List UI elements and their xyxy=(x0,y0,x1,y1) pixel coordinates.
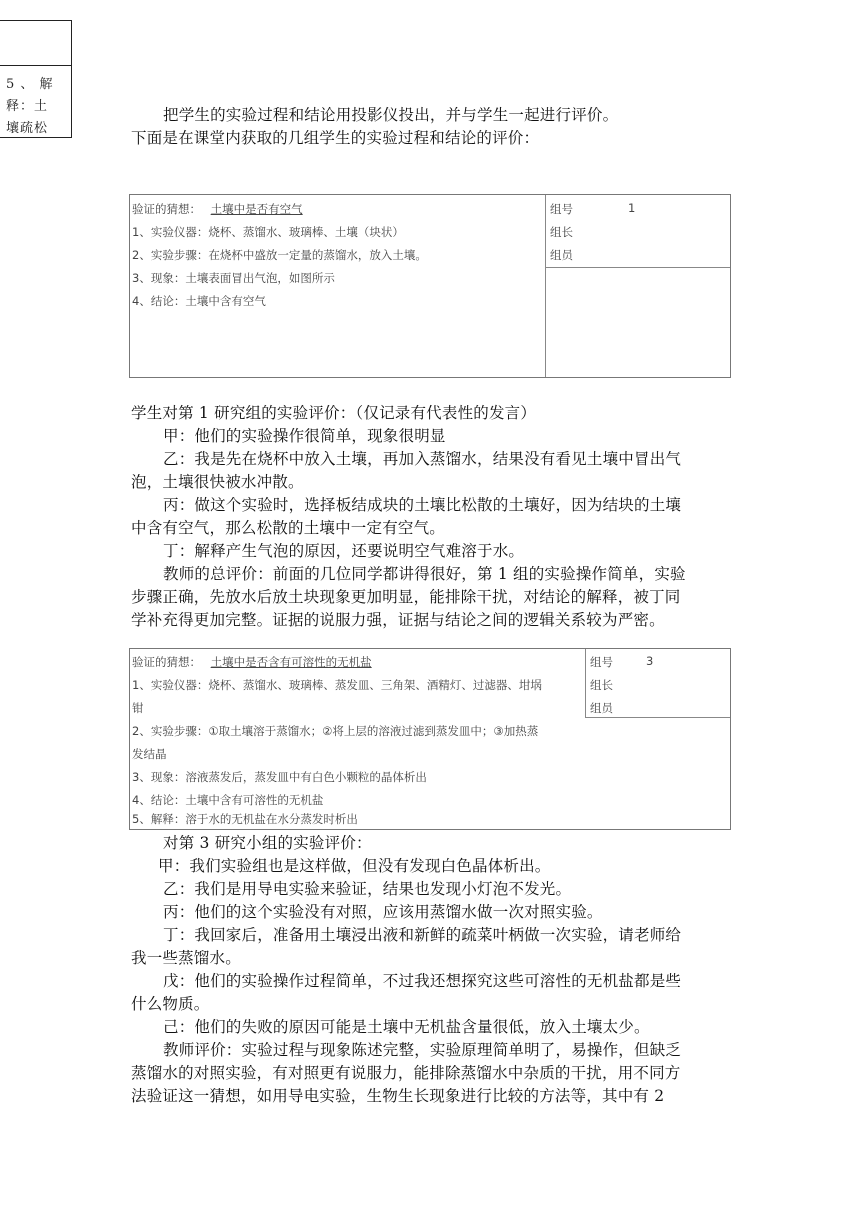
eval3-student-e-line2: 什么物质。 xyxy=(131,995,210,1013)
group-members-label: 组员 xyxy=(550,248,573,262)
margin-note-line-2: 释：土 xyxy=(6,99,49,114)
margin-note-line-3: 壤疏松 xyxy=(6,121,49,136)
eval1-teacher-line1: 教师的总评价：前面的几位同学都讲得很好，第 1 组的实验操作简单，实验 xyxy=(163,565,686,583)
table-column-divider xyxy=(585,649,586,717)
table-column-divider xyxy=(545,195,546,377)
eval1-student-b-line1: 乙：我是先在烧杯中放入土壤，再加入蒸馏水，结果没有看见土壤中冒出气 xyxy=(163,450,682,468)
conclusion-row: 4、结论：土壤中含有空气 xyxy=(132,294,266,308)
conclusion-row: 4、结论：土壤中含有可溶性的无机盐 xyxy=(132,793,324,807)
margin-note-line-1: 5 、 解 xyxy=(6,77,54,92)
table-cell-divider xyxy=(585,717,730,718)
eval3-student-d-line1: 丁：我回家后，准备用土壤浸出液和新鲜的疏菜叶柄做一次实验，请老师给 xyxy=(163,926,682,944)
phenomenon-row: 3、现象：土壤表面冒出气泡，如图所示 xyxy=(132,271,335,285)
group-leader-label: 组长 xyxy=(550,225,573,239)
steps-row-line2: 发结晶 xyxy=(132,747,167,761)
group-members-label: 组员 xyxy=(590,701,613,715)
experiment-table-group-3 xyxy=(129,648,731,830)
eval3-student-e-line1: 戊：他们的实验操作过程简单，不过我还想探究这些可溶性的无机盐都是些 xyxy=(163,972,682,990)
eval1-student-c-line1: 丙：做这个实验时，选择板结成块的土壤比松散的土壤好，因为结块的土壤 xyxy=(163,496,682,514)
instruments-row: 1、实验仪器：烧杯、蒸馏水、玻璃棒、土壤（块状） xyxy=(132,225,404,239)
eval3-student-f: 己：他们的失败的原因可能是土壤中无机盐含量很低，放入土壤太少。 xyxy=(163,1018,650,1036)
eval3-student-d-line2: 我一些蒸馏水。 xyxy=(131,949,241,967)
eval3-student-b: 乙：我们是用导电实验来验证，结果也发现小灯泡不发光。 xyxy=(163,880,572,898)
phenomenon-row: 3、现象：溶液蒸发后，蒸发皿中有白色小颗粒的晶体析出 xyxy=(132,770,427,784)
table-cell-divider xyxy=(545,267,730,268)
hypothesis-value: 土壤中是否含有可溶性的无机盐 xyxy=(210,655,372,669)
eval3-teacher-line2: 蒸馏水的对照实验，有对照更有说服力，能排除蒸馏水中杂质的干扰，用不同方 xyxy=(131,1064,681,1082)
instruments-row-line2: 钳 xyxy=(132,701,144,715)
eval1-student-b-line2: 泡，土壤很快被水冲散。 xyxy=(131,473,304,491)
hypothesis-row xyxy=(132,654,372,670)
eval3-title: 对第 3 研究小组的实验评价： xyxy=(163,834,372,852)
group-number-value: 1 xyxy=(628,201,636,215)
margin-note-divider xyxy=(0,65,71,66)
instruments-row-line1: 1、实验仪器：烧杯、蒸馏水、玻璃棒、蒸发皿、三角架、酒精灯、过滤器、坩埚 xyxy=(132,678,542,692)
margin-note-box xyxy=(0,20,72,138)
eval3-student-c: 丙：他们的这个实验没有对照，应该用蒸馏水做一次对照实验。 xyxy=(163,903,603,921)
hypothesis-label: 验证的猜想： xyxy=(132,202,201,216)
eval1-teacher-line3: 学补充得更加完整。证据的说服力强，证据与结论之间的逻辑关系较为严密。 xyxy=(131,611,665,629)
eval1-student-d: 丁：解释产生气泡的原因，还要说明空气难溶于水。 xyxy=(163,542,525,560)
experiment-table-group-1 xyxy=(129,194,731,378)
intro-line-1: 把学生的实验过程和结论用投影仪投出，并与学生一起进行评价。 xyxy=(163,106,619,124)
hypothesis-row xyxy=(132,201,303,217)
group-number-label: 组号 xyxy=(590,655,613,669)
group-number-value: 3 xyxy=(646,654,654,668)
eval3-student-a: 甲：我们实验组也是这样做，但没有发现白色晶体析出。 xyxy=(158,857,551,875)
eval1-title: 学生对第 1 研究组的实验评价：（仅记录有代表性的发言） xyxy=(131,404,537,422)
eval1-student-a: 甲：他们的实验操作很简单，现象很明显 xyxy=(163,427,446,445)
eval3-teacher-line3: 法验证这一猜想，如用导电实验，生物生长现象进行比较的方法等，其中有 2 xyxy=(131,1087,665,1105)
hypothesis-label: 验证的猜想： xyxy=(132,655,201,669)
steps-row: 2、实验步骤：在烧杯中盛放一定量的蒸馏水，放入土壤。 xyxy=(132,248,427,262)
hypothesis-value: 土壤中是否有空气 xyxy=(210,202,303,216)
group-number-label: 组号 xyxy=(550,202,573,216)
eval3-teacher-line1: 教师评价：实验过程与现象陈述完整，实验原理简单明了，易操作，但缺乏 xyxy=(163,1041,682,1059)
steps-row-line1: 2、实验步骤：①取土壤溶于蒸馏水；②将上层的溶液过滤到蒸发皿中；③加热蒸 xyxy=(132,724,539,738)
eval1-teacher-line2: 步骤正确，先放水后放土块现象更加明显，能排除干扰，对结论的解释，被丁同 xyxy=(131,588,681,606)
explanation-row: 5、解释：溶于水的无机盐在水分蒸发时析出 xyxy=(132,812,358,826)
eval1-student-c-line2: 中含有空气，那么松散的土壤中一定有空气。 xyxy=(131,519,446,537)
group-leader-label: 组长 xyxy=(590,678,613,692)
intro-line-2: 下面是在课堂内获取的几组学生的实验过程和结论的评价： xyxy=(131,129,540,147)
